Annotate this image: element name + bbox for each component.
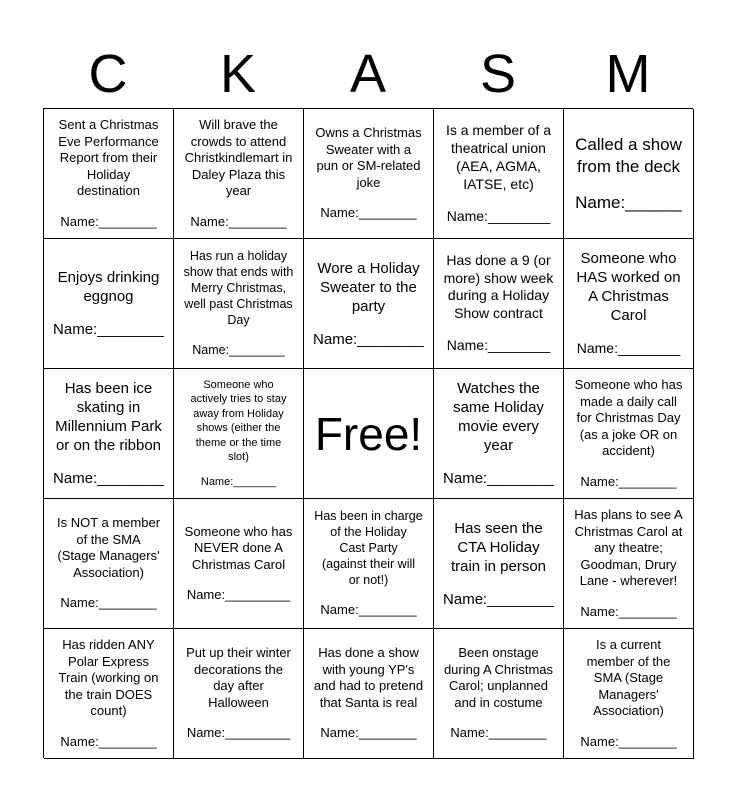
bingo-cell: [44, 369, 174, 499]
cell-prompt: Is NOT a member of the SMA (Stage Managers' Association): [56, 515, 161, 580]
name-line: Name:________: [313, 330, 424, 348]
cell-prompt: Been onstage during A Christmas Carol; unplanned and in costume: [443, 645, 554, 710]
bingo-grid: [43, 108, 693, 758]
cell-prompt: Wore a Holiday Sweater to the party: [317, 259, 420, 315]
header-letter-s: S: [479, 44, 517, 104]
header-letter-c: C: [88, 44, 128, 104]
cell-prompt: Has done a 9 (or more) show week during a Holiday Show contract: [443, 252, 554, 321]
bingo-cell: [564, 369, 694, 499]
name-line: Name:________: [450, 725, 547, 741]
name-line: Name:________: [53, 470, 164, 487]
name-line: Name:________: [443, 470, 554, 487]
name-line: Name:________: [580, 473, 677, 489]
bingo-cell: [174, 239, 304, 369]
bingo-cell: [304, 499, 434, 629]
name-line: Name:_________: [186, 725, 291, 741]
bingo-cell: [434, 109, 564, 239]
name-line: Name:______: [575, 192, 682, 212]
header-letter-a: A: [349, 44, 387, 104]
name-line: Name:________: [60, 733, 157, 749]
cell-prompt: Has plans to see A Christmas Carol at any theatre; Goodman, Drury Lane - wherever!: [574, 507, 683, 588]
name-line: Name:________: [446, 208, 551, 224]
free-space: [304, 369, 434, 499]
bingo-cell: [564, 629, 694, 759]
bingo-cell: [564, 109, 694, 239]
cell-prompt: Is a member of a theatrical union (AEA, AGMA, IATSE, etc): [445, 122, 552, 192]
bingo-cell: [434, 239, 564, 369]
cell-prompt: Has run a holiday show that ends with Merry Christmas, well past Christmas Day: [183, 249, 294, 328]
bingo-cell: [564, 239, 694, 369]
cell-prompt: Someone who has NEVER done A Christmas Carol: [184, 523, 293, 572]
name-line: Name:________: [320, 602, 417, 618]
cell-prompt: Put up their winter decorations the day after Halloween: [186, 645, 291, 710]
name-line: Name:________: [443, 590, 554, 608]
bingo-cell: [564, 499, 694, 629]
name-line: Name:________: [60, 595, 157, 611]
header-letter-k: K: [219, 44, 257, 104]
name-line: Name:________: [190, 213, 287, 229]
bingo-cell: [174, 499, 304, 629]
bingo-cell: [304, 109, 434, 239]
cell-prompt: Has done a show with young YP's and had to pretend that Santa is real: [313, 645, 424, 710]
name-line: Name:________: [320, 205, 417, 221]
name-line: Name:________: [446, 337, 551, 353]
bingo-cell: [434, 369, 564, 499]
bingo-cell: [44, 239, 174, 369]
name-line: Name:________: [576, 340, 681, 356]
cell-prompt: Has been in charge of the Holiday Cast Party (against their will or not!): [314, 509, 423, 588]
cell-prompt: Has been ice skating in Millennium Park or on the ribbon: [55, 380, 162, 454]
name-line: Name:_________: [186, 587, 291, 602]
cell-prompt: Sent a Christmas Eve Performance Report from their Holiday destination: [58, 117, 159, 198]
name-line: Name:________: [580, 733, 677, 749]
cell-prompt: Someone who HAS worked on A Christmas Carol: [576, 250, 681, 324]
cell-prompt: Will brave the crowds to attend Christkindlemart in Daley Plaza this year: [184, 117, 293, 198]
bingo-cell: [174, 109, 304, 239]
header-letter-m: M: [605, 44, 651, 104]
cell-prompt: Called a show from the deck: [575, 134, 682, 176]
name-line: Name:________: [320, 725, 417, 741]
bingo-cell: [44, 499, 174, 629]
name-line: Name:________: [60, 213, 157, 229]
bingo-cell: [44, 629, 174, 759]
bingo-cell: [434, 499, 564, 629]
cell-prompt: Enjoys drinking eggnog: [57, 269, 160, 305]
bingo-cell: [44, 109, 174, 239]
bingo-cell: [434, 629, 564, 759]
bingo-header: [43, 40, 693, 108]
bingo-cell: [304, 629, 434, 759]
name-line: Name:_______: [200, 475, 277, 488]
cell-prompt: Watches the same Holiday movie every year: [453, 380, 544, 454]
bingo-cell: [174, 369, 304, 499]
free-label: Free!: [314, 407, 423, 460]
bingo-cell: [304, 239, 434, 369]
cell-prompt: Someone who actively tries to stay away from Holiday shows (either the theme or the time slot): [190, 378, 287, 464]
cell-prompt: Has ridden ANY Polar Express Train (working on the train DOES count): [58, 637, 159, 718]
name-line: Name:________: [580, 603, 677, 619]
cell-prompt: Owns a Christmas Sweater with a pun or SM-related joke: [315, 125, 422, 190]
bingo-cell: [174, 629, 304, 759]
name-line: Name:________: [192, 343, 285, 358]
cell-prompt: Someone who has made a daily call for Christmas Day (as a joke OR on accident): [574, 377, 683, 458]
cell-prompt: Is a current member of the SMA (Stage Managers' Association): [586, 637, 671, 718]
cell-prompt: Has seen the CTA Holiday train in person: [450, 519, 547, 575]
name-line: Name:________: [53, 321, 164, 338]
